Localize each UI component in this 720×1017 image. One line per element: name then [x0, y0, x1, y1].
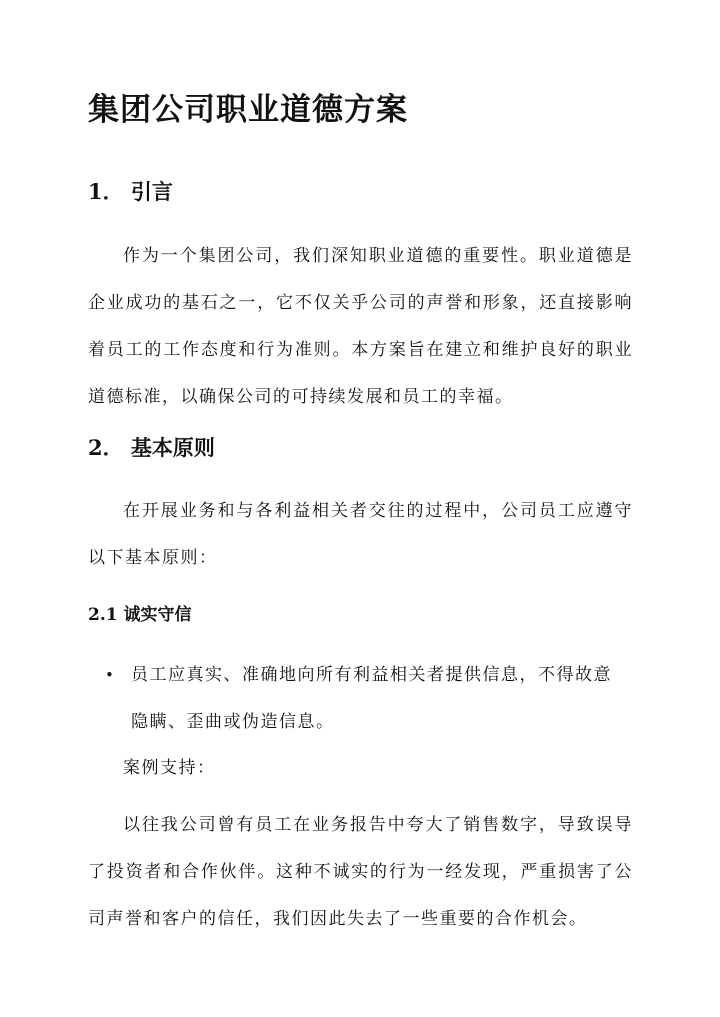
bullet-list-item: [105, 652, 625, 746]
bullet-text: 员工应真实、准确地向所有利益相关者提供信息，不得故意隐瞒、歪曲或伪造信息。: [131, 665, 612, 732]
introduction-paragraph: 作为一个集团公司，我们深知职业道德的重要性。职业道德是企业成功的基石之一，它不仅关乎公司的声誉和形象，还直接影响着员工的工作态度和行为准则。本方案旨在建立和维护良好的职业道德标准，以确保公司的可持续发展和员工的幸福。: [88, 246, 633, 407]
bullet-icon: •: [105, 666, 116, 684]
document-title: 集团公司职业道德方案: [88, 92, 408, 128]
subsection-heading-honesty: 2.1 诚实守信: [88, 605, 192, 625]
section-heading-basic-principles: 2． 基本原则: [88, 435, 215, 460]
section-heading-introduction: 1． 引言: [88, 179, 173, 204]
basic-principles-paragraph: 在开展业务和与各利益相关者交往的过程中，公司员工应遵守以下基本原则：: [88, 501, 633, 568]
case-support-label: 案例支持：: [123, 758, 216, 778]
case-support-paragraph: 以往我公司曾有员工在业务报告中夸大了销售数字，导致误导了投资者和合作伙伴。这种不诚实的行为一经发现，严重损害了公司声誉和客户的信任，我们因此失去了一些重要的合作机会。: [88, 815, 633, 929]
